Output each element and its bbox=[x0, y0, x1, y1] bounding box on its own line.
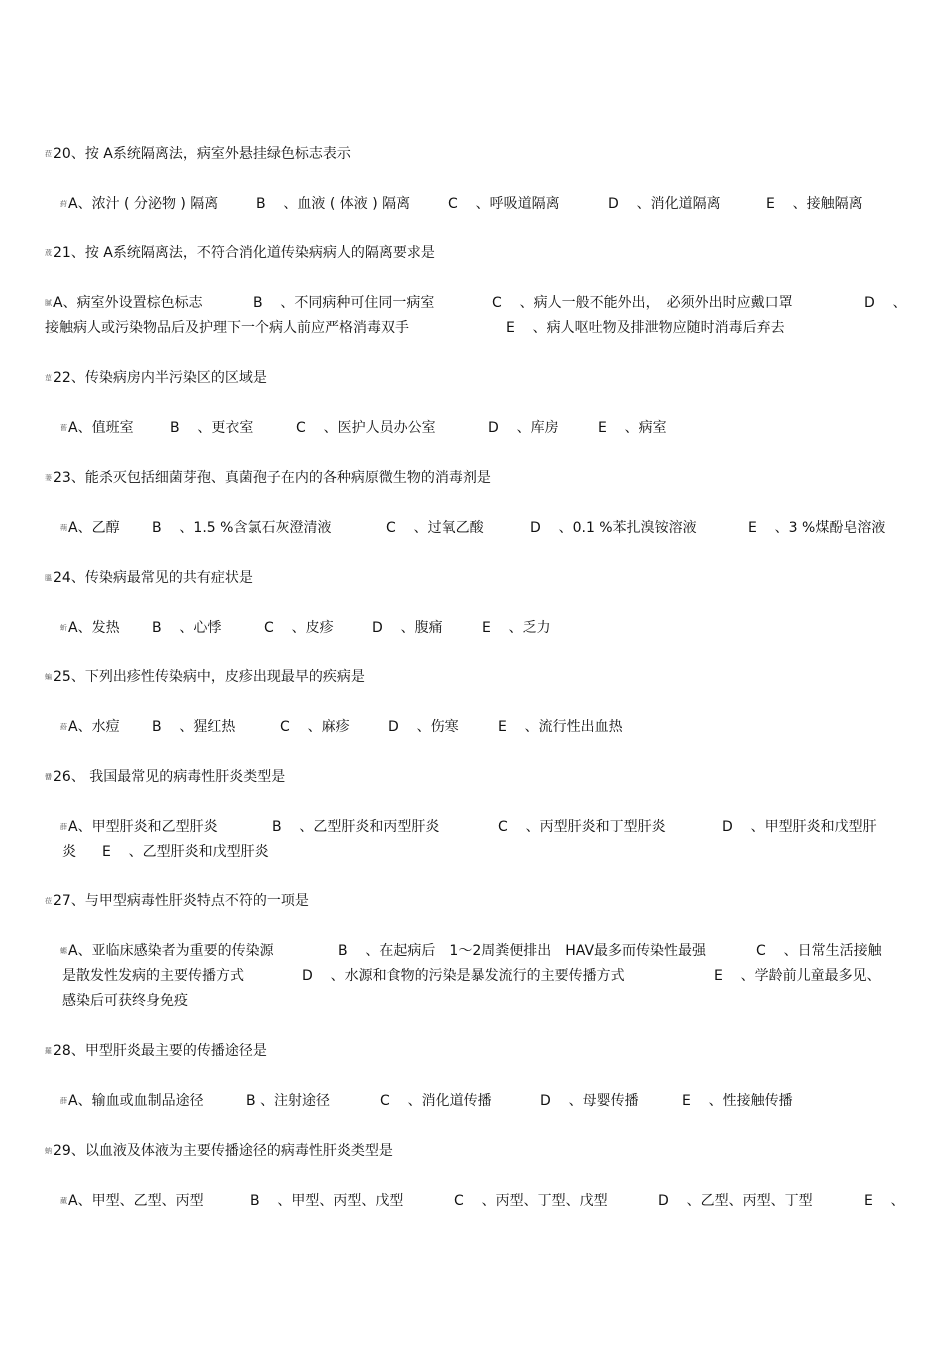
option-letter: B bbox=[253, 295, 263, 311]
option-letter: E bbox=[482, 620, 491, 636]
option-letter: B bbox=[272, 819, 282, 835]
question-stem bbox=[45, 668, 365, 686]
option-text: 、乙型肝炎和戊型肝炎 bbox=[128, 844, 269, 860]
margin-mark: 薛 bbox=[60, 1097, 67, 1105]
question-text: 28、甲型肝炎最主要的传播途径是 bbox=[53, 1043, 267, 1059]
option-letter: A bbox=[68, 196, 78, 212]
margin-mark: 羅 bbox=[45, 1047, 52, 1055]
option-letter: A bbox=[68, 620, 78, 636]
margin-mark: 羀 bbox=[45, 773, 52, 781]
option-c bbox=[448, 195, 560, 213]
option-text: 、过氧乙酸 bbox=[413, 520, 484, 536]
margin-mark: 膩 bbox=[45, 299, 52, 307]
option-e bbox=[482, 619, 551, 637]
option-text: 、接触隔离 bbox=[792, 196, 863, 212]
option-letter: E bbox=[498, 719, 507, 735]
option-e bbox=[748, 519, 885, 537]
margin-mark: 蒴 bbox=[60, 524, 67, 532]
question-stem bbox=[45, 892, 309, 910]
option-e bbox=[864, 1192, 905, 1210]
option-text: 、消化道传播 bbox=[407, 1093, 492, 1109]
option-text: 感染后可获终身免疫 bbox=[62, 993, 188, 1009]
option-letter: E bbox=[766, 196, 775, 212]
option-a bbox=[60, 419, 134, 437]
option-d bbox=[540, 1092, 639, 1110]
option-letter: B bbox=[256, 196, 266, 212]
option-text: 炎 bbox=[62, 844, 76, 860]
option-letter: B bbox=[338, 943, 348, 959]
option-text: 、日常生活接触 bbox=[783, 943, 882, 959]
option-letter: D bbox=[864, 295, 875, 311]
option-a bbox=[60, 1092, 204, 1110]
option-d bbox=[530, 519, 697, 537]
option-b bbox=[256, 195, 410, 213]
option-e bbox=[102, 843, 269, 861]
option-letter: D bbox=[488, 420, 499, 436]
option-letter: E bbox=[682, 1093, 691, 1109]
option-c bbox=[498, 818, 666, 836]
option-text: 、库房 bbox=[516, 420, 559, 436]
question-text: 22、传染病房内半污染区的区域是 bbox=[53, 370, 267, 386]
margin-mark: 蚚 bbox=[60, 624, 67, 632]
option-text: 、流行性出血热 bbox=[524, 719, 623, 735]
option-letter: D bbox=[388, 719, 399, 735]
option-letter: A bbox=[53, 295, 63, 311]
option-text: 、病室外设置棕色标志 bbox=[62, 295, 203, 311]
option-letter: E bbox=[506, 320, 515, 336]
option-letter: B bbox=[152, 520, 162, 536]
option-d bbox=[488, 419, 559, 437]
option-text: 、乙型肝炎和丙型肝炎 bbox=[299, 819, 440, 835]
option-d bbox=[722, 818, 877, 836]
option-b bbox=[250, 1192, 403, 1210]
option-letter: B bbox=[170, 420, 180, 436]
option-letter: D bbox=[540, 1093, 551, 1109]
option-text: 、乙醇 bbox=[77, 520, 120, 536]
option-text: 、麻疹 bbox=[307, 719, 350, 735]
option-d bbox=[608, 195, 721, 213]
option-b bbox=[152, 718, 235, 736]
option-a bbox=[60, 195, 218, 213]
option-text: 、医护人员办公室 bbox=[323, 420, 436, 436]
option-text: 、丙型、丁型、戊型 bbox=[481, 1193, 608, 1209]
option-letter: D bbox=[372, 620, 383, 636]
option-d-continued bbox=[45, 319, 409, 337]
option-letter: C bbox=[296, 420, 306, 436]
option-letter: C bbox=[448, 196, 458, 212]
option-b bbox=[338, 942, 706, 960]
option-b bbox=[152, 619, 221, 637]
option-a bbox=[60, 818, 218, 836]
option-e bbox=[498, 718, 623, 736]
option-text: 、乙型、丙型、丁型 bbox=[686, 1193, 813, 1209]
option-text: 是散发性发病的主要传播方式 bbox=[62, 968, 244, 984]
option-letter: A bbox=[68, 420, 78, 436]
option-text: 、更衣室 bbox=[197, 420, 254, 436]
option-text: 、性接触传播 bbox=[708, 1093, 793, 1109]
option-a bbox=[60, 619, 120, 637]
option-text: 、甲型肝炎和乙型肝炎 bbox=[77, 819, 218, 835]
question-text: 25、下列出疹性传染病中，皮疹出现最早的疾病是 bbox=[53, 669, 365, 685]
question-stem bbox=[45, 244, 435, 262]
option-c bbox=[296, 419, 436, 437]
option-c bbox=[386, 519, 484, 537]
question-text: 24、传染病最常见的共有症状是 bbox=[53, 570, 253, 586]
option-text: 、皮疹 bbox=[291, 620, 334, 636]
option-letter: D bbox=[302, 968, 313, 984]
option-text: 、发热 bbox=[77, 620, 120, 636]
option-letter: C bbox=[380, 1093, 390, 1109]
option-text: 、心悸 bbox=[179, 620, 222, 636]
option-letter: B bbox=[152, 719, 162, 735]
question-stem bbox=[45, 569, 253, 587]
option-letter: B bbox=[250, 1193, 260, 1209]
option-letter: A bbox=[68, 719, 78, 735]
option-c bbox=[756, 942, 882, 960]
option-letter: D bbox=[530, 520, 541, 536]
option-text: 、乏力 bbox=[508, 620, 551, 636]
margin-mark: 蚋 bbox=[45, 1147, 52, 1155]
option-text: 、伤寒 bbox=[416, 719, 459, 735]
option-text: 、消化道隔离 bbox=[636, 196, 721, 212]
option-text: 、 bbox=[892, 295, 907, 311]
option-text: 、不同病种可住同一病室 bbox=[280, 295, 435, 311]
option-letter: C bbox=[280, 719, 290, 735]
margin-mark: 荮 bbox=[60, 200, 67, 208]
option-letter: C bbox=[756, 943, 766, 959]
option-c bbox=[380, 1092, 492, 1110]
option-text: 、水痘 bbox=[77, 719, 120, 735]
option-letter: D bbox=[658, 1193, 669, 1209]
option-c bbox=[264, 619, 334, 637]
option-letter: A bbox=[68, 819, 78, 835]
option-letter: C bbox=[386, 520, 396, 536]
option-a bbox=[60, 942, 274, 960]
question-stem bbox=[45, 1042, 267, 1060]
option-a bbox=[60, 718, 120, 736]
option-b bbox=[246, 1092, 330, 1110]
question-stem bbox=[45, 145, 351, 163]
option-letter: C bbox=[264, 620, 274, 636]
margin-mark: 蒌 bbox=[45, 474, 52, 482]
margin-mark: 膃 bbox=[45, 574, 52, 582]
option-c bbox=[492, 294, 793, 312]
option-text: 、丙型肝炎和丁型肝炎 bbox=[525, 819, 666, 835]
option-letter: E bbox=[102, 844, 111, 860]
option-text: 、病人一般不能外出， 必须外出时应戴口罩 bbox=[519, 295, 793, 311]
option-text: 、值班室 bbox=[77, 420, 134, 436]
question-text: 20、按 A系统隔离法，病室外悬挂绿色标志表示 bbox=[53, 146, 351, 162]
option-d bbox=[372, 619, 443, 637]
option-letter: B bbox=[152, 620, 162, 636]
margin-mark: 薛 bbox=[60, 823, 67, 831]
option-letter: E bbox=[864, 1193, 873, 1209]
option-text: 、甲型、丙型、戊型 bbox=[277, 1193, 404, 1209]
option-letter: C bbox=[498, 819, 508, 835]
margin-mark: 莅 bbox=[45, 897, 52, 905]
margin-mark: 蒶 bbox=[60, 723, 67, 731]
option-e bbox=[766, 195, 863, 213]
option-text: 、腹痛 bbox=[400, 620, 443, 636]
option-letter: A bbox=[68, 520, 78, 536]
option-text: 、病室 bbox=[624, 420, 667, 436]
question-stem bbox=[45, 768, 285, 786]
option-b bbox=[253, 294, 434, 312]
margin-mark: 蒈 bbox=[60, 424, 67, 432]
margin-mark: 莡 bbox=[45, 374, 52, 382]
question-text: 23、能杀灭包括细菌芽孢、真菌孢子在内的各种病原微生物的消毒剂是 bbox=[53, 470, 491, 486]
option-d bbox=[864, 294, 907, 312]
question-stem bbox=[45, 369, 267, 387]
option-text: 、浓汁 ( 分泌物 ) 隔离 bbox=[77, 196, 219, 212]
option-c bbox=[280, 718, 350, 736]
option-text: 、亚临床感染者为重要的传染源 bbox=[77, 943, 274, 959]
option-letter: D bbox=[722, 819, 733, 835]
option-letter: E bbox=[748, 520, 757, 536]
option-text: 、3 %煤酚皂溶液 bbox=[774, 520, 886, 536]
option-d bbox=[388, 718, 459, 736]
option-e bbox=[506, 319, 785, 337]
question-text: 26、 我国最常见的病毒性肝炎类型是 bbox=[53, 769, 286, 785]
option-letter: A bbox=[68, 943, 78, 959]
option-text: 、甲型肝炎和戊型肝 bbox=[750, 819, 877, 835]
margin-mark: 菈 bbox=[45, 150, 52, 158]
option-text: 、水源和食物的污染是暴发流行的主要传播方式 bbox=[330, 968, 625, 984]
option-text: 、病人呕吐物及排泄物应随时消毒后弃去 bbox=[532, 320, 785, 336]
option-b bbox=[152, 519, 331, 537]
option-letter: E bbox=[598, 420, 607, 436]
option-a bbox=[45, 294, 203, 312]
option-letter: C bbox=[492, 295, 502, 311]
question-stem bbox=[45, 469, 491, 487]
option-letter: C bbox=[454, 1193, 464, 1209]
margin-mark: 蕆 bbox=[60, 1197, 67, 1205]
option-text: 、血液 ( 体液 ) 隔离 bbox=[283, 196, 411, 212]
option-letter: D bbox=[608, 196, 619, 212]
option-d bbox=[658, 1192, 813, 1210]
question-text: 29、以血液及体液为主要传播途径的病毒性肝炎类型是 bbox=[53, 1143, 393, 1159]
option-text: 、 bbox=[890, 1193, 905, 1209]
option-text: 、0.1 %苯扎溴铵溶液 bbox=[558, 520, 697, 536]
option-b bbox=[170, 419, 253, 437]
option-text: 、甲型、乙型、丙型 bbox=[77, 1193, 204, 1209]
option-letter: B bbox=[246, 1093, 256, 1109]
option-a bbox=[60, 1192, 204, 1210]
option-c bbox=[454, 1192, 608, 1210]
option-text: 接触病人或污染物品后及护理下一个病人前应严格消毒双手 bbox=[45, 320, 409, 336]
option-a bbox=[60, 519, 120, 537]
option-text: 、学龄前儿童最多见、 bbox=[740, 968, 881, 984]
option-e bbox=[682, 1092, 793, 1110]
option-letter: E bbox=[714, 968, 723, 984]
option-text: 、注射途径 bbox=[260, 1093, 331, 1109]
option-c-continued bbox=[62, 967, 244, 985]
option-e-continued bbox=[62, 992, 188, 1010]
question-text: 21、按 A系统隔离法，不符合消化道传染病病人的隔离要求是 bbox=[53, 245, 435, 261]
option-d-continued bbox=[62, 843, 76, 861]
option-letter: A bbox=[68, 1193, 78, 1209]
option-e bbox=[598, 419, 667, 437]
option-text: 、输血或血制品途径 bbox=[77, 1093, 204, 1109]
margin-mark: 荿 bbox=[45, 249, 52, 257]
option-letter: A bbox=[68, 1093, 78, 1109]
option-text: 、呼吸道隔离 bbox=[475, 196, 560, 212]
question-stem bbox=[45, 1142, 393, 1160]
margin-mark: 蝙 bbox=[45, 673, 52, 681]
margin-mark: 螈 bbox=[60, 947, 67, 955]
option-b bbox=[272, 818, 439, 836]
option-d bbox=[302, 967, 625, 985]
option-text: 、在起病后 1～2周粪便排出 HAV最多而传染性最强 bbox=[365, 943, 707, 959]
option-text: 、猩红热 bbox=[179, 719, 236, 735]
question-text: 27、与甲型病毒性肝炎特点不符的一项是 bbox=[53, 893, 309, 909]
option-text: 、1.5 %含氯石灰澄清液 bbox=[179, 520, 332, 536]
option-text: 、母婴传播 bbox=[568, 1093, 639, 1109]
option-e bbox=[714, 967, 881, 985]
